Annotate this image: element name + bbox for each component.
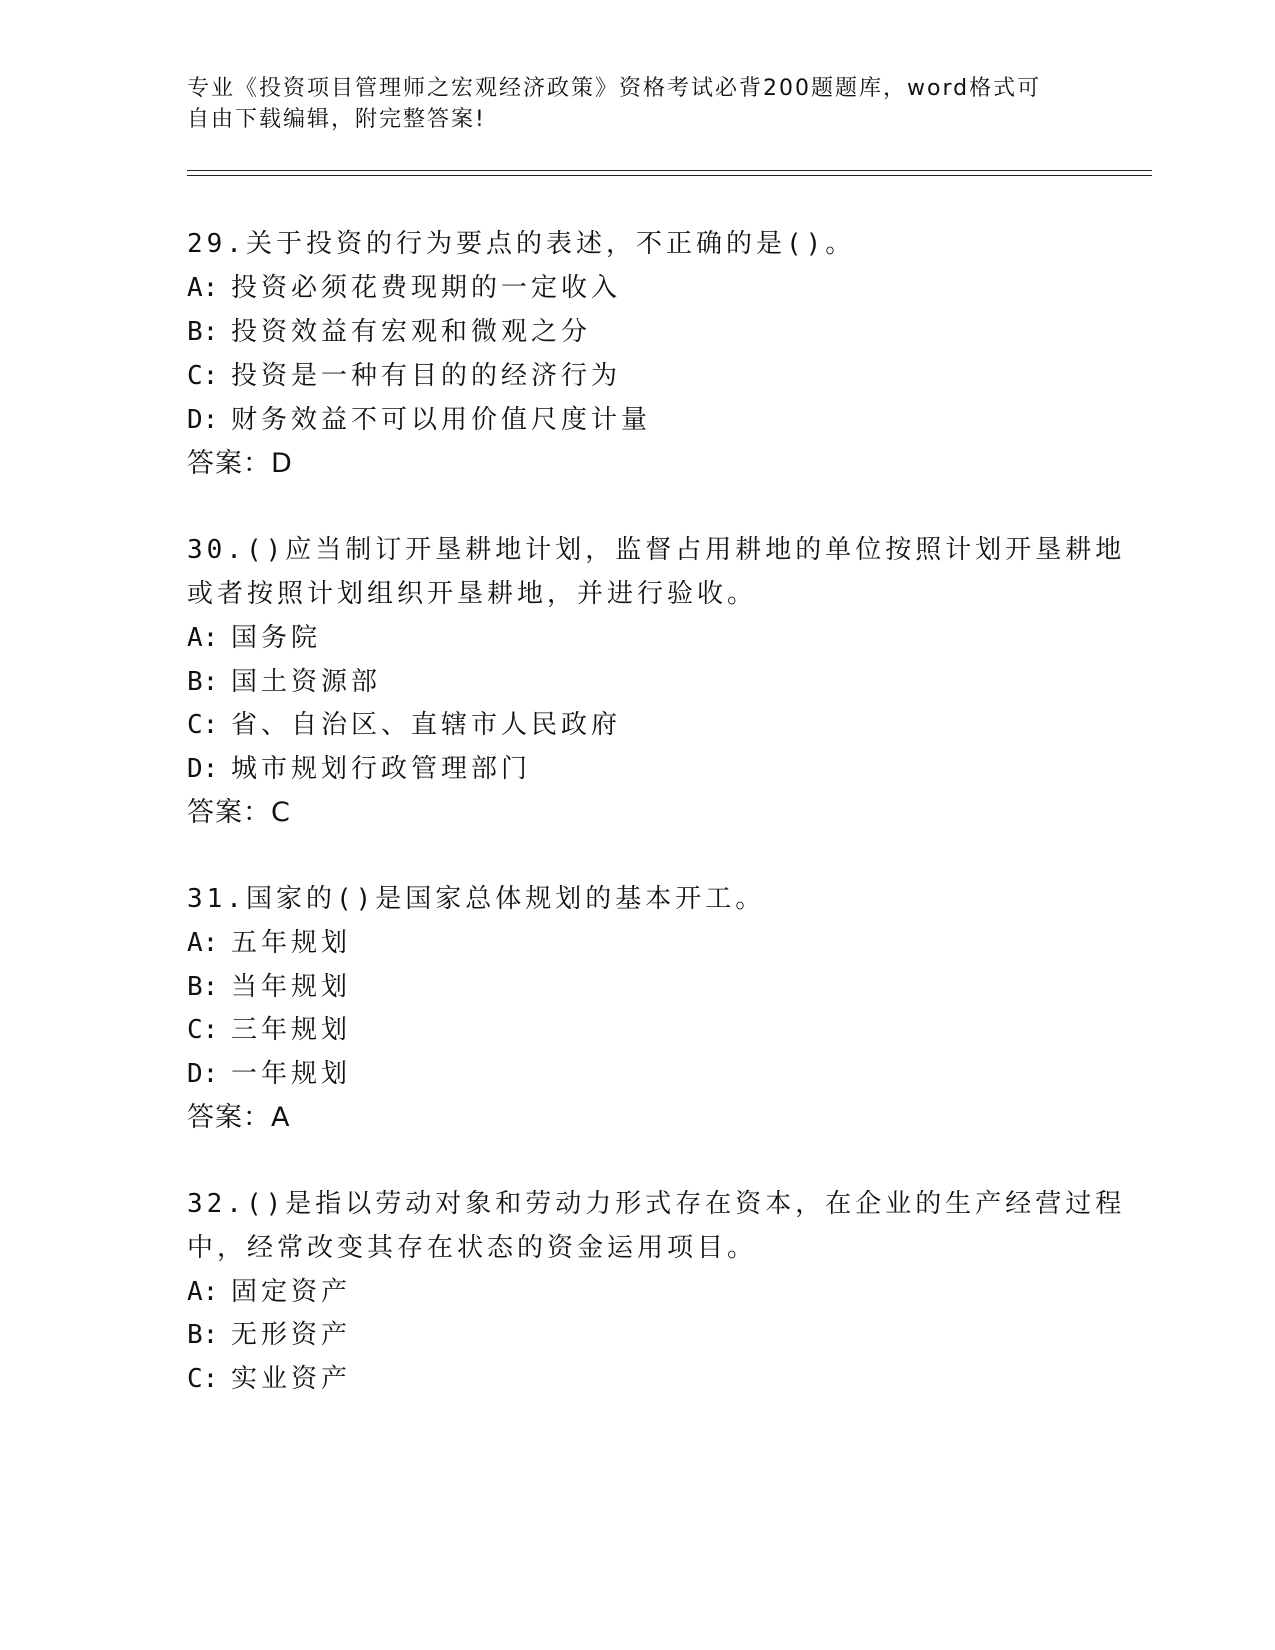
option-text: 一年规划	[231, 1059, 352, 1089]
question-30-option-b	[187, 664, 381, 700]
option-text: 财务效益不可以用价值尺度计量	[231, 405, 652, 435]
document-header-line-1: 专业《投资项目管理师之宏观经济政策》资格考试必背200题题库，word格式可	[187, 76, 1042, 101]
option-key: B:	[187, 1320, 219, 1350]
option-key: C:	[187, 1364, 219, 1394]
option-key: A:	[187, 1277, 219, 1307]
option-text: 国土资源部	[231, 667, 382, 697]
option-key: D:	[187, 1059, 219, 1089]
option-key: A:	[187, 623, 219, 653]
question-29-option-c	[187, 358, 621, 394]
option-key: D:	[187, 754, 219, 784]
option-text: 国务院	[231, 623, 322, 653]
header-divider-bottom	[187, 175, 1152, 176]
question-29-option-d	[187, 402, 651, 438]
question-30-answer: 答案：C	[187, 797, 291, 828]
question-29-stem: 29.关于投资的行为要点的表述，不正确的是()。	[187, 229, 856, 259]
question-32-option-c	[187, 1361, 351, 1397]
question-30-option-d	[187, 751, 531, 787]
option-text: 三年规划	[231, 1015, 352, 1045]
question-31-option-d	[187, 1056, 351, 1092]
option-key: D:	[187, 405, 219, 435]
question-31-option-c	[187, 1012, 351, 1048]
option-key: A:	[187, 273, 219, 303]
question-32-option-b	[187, 1317, 351, 1353]
option-key: A:	[187, 928, 219, 958]
question-32-stem-line-2: 中，经常改变其存在状态的资金运用项目。	[187, 1233, 758, 1263]
option-text: 当年规划	[231, 972, 352, 1002]
option-key: B:	[187, 972, 219, 1002]
question-32-option-a	[187, 1274, 351, 1310]
option-text: 省、自治区、直辖市人民政府	[231, 710, 622, 740]
question-30-stem-line-1: 30.()应当制订开垦耕地计划，监督占用耕地的单位按照计划开垦耕地	[187, 535, 1126, 565]
question-31-option-b	[187, 969, 351, 1005]
option-text: 无形资产	[231, 1320, 352, 1350]
document-header-line-2: 自由下载编辑，附完整答案!	[187, 107, 486, 132]
question-29-option-b	[187, 314, 591, 350]
option-text: 固定资产	[231, 1277, 352, 1307]
header-divider-top	[187, 170, 1152, 171]
option-text: 五年规划	[231, 928, 352, 958]
question-30-option-c	[187, 707, 621, 743]
option-text: 投资是一种有目的的经济行为	[231, 361, 622, 391]
question-30-stem-line-2: 或者按照计划组织开垦耕地，并进行验收。	[187, 579, 758, 609]
option-key: C:	[187, 1015, 219, 1045]
option-text: 投资必须花费现期的一定收入	[231, 273, 622, 303]
option-text: 投资效益有宏观和微观之分	[231, 317, 592, 347]
option-key: B:	[187, 317, 219, 347]
question-31-stem: 31.国家的()是国家总体规划的基本开工。	[187, 884, 766, 914]
question-32-stem-line-1: 32.()是指以劳动对象和劳动力形式存在资本，在企业的生产经营过程	[187, 1189, 1126, 1219]
option-key: B:	[187, 667, 219, 697]
option-text: 实业资产	[231, 1364, 352, 1394]
option-key: C:	[187, 361, 219, 391]
question-31-answer: 答案：A	[187, 1102, 291, 1133]
question-30-option-a	[187, 620, 321, 656]
option-key: C:	[187, 710, 219, 740]
question-29-option-a	[187, 270, 621, 306]
question-29-answer: 答案：D	[187, 448, 293, 479]
option-text: 城市规划行政管理部门	[231, 754, 532, 784]
question-31-option-a	[187, 925, 351, 961]
